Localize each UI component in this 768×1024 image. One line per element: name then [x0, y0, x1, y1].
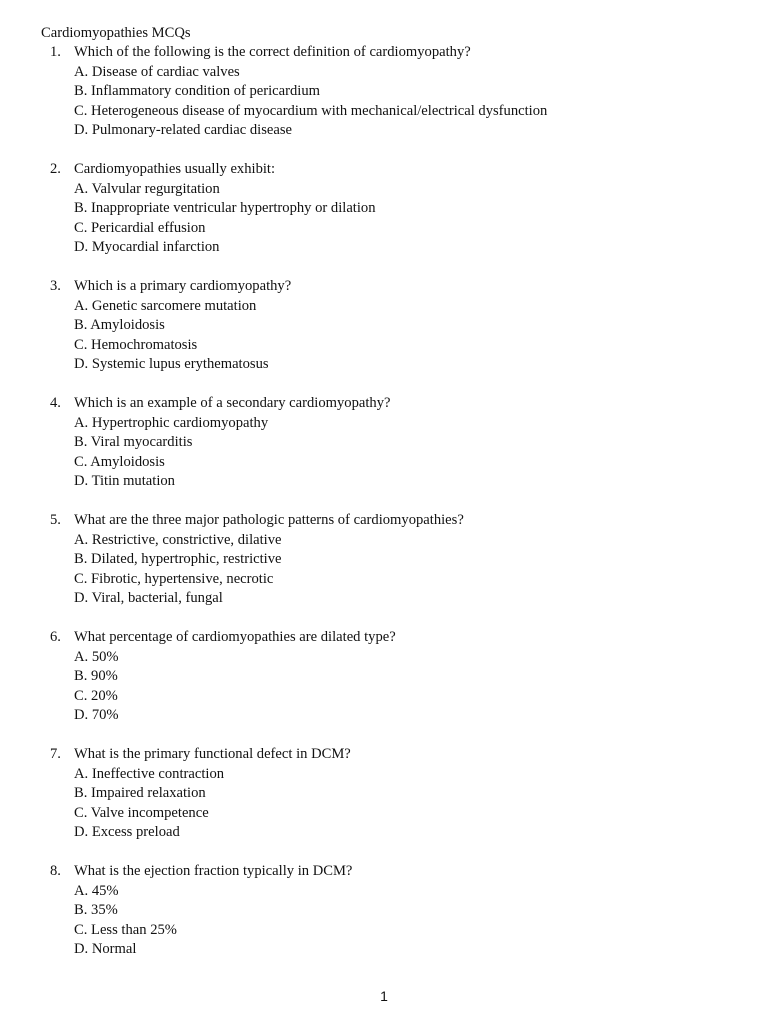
answer-option: C. Fibrotic, hypertensive, necrotic [74, 570, 274, 587]
answer-option: C. Hemochromatosis [74, 336, 198, 353]
answer-options [74, 765, 224, 843]
answer-option: B. Amyloidosis [74, 317, 165, 333]
answer-option: D. Myocardial infarction [74, 239, 220, 255]
answer-option: B. Impaired relaxation [74, 785, 206, 801]
question-item [0, 160, 768, 277]
page-number: 1 [380, 988, 388, 1004]
question-item [0, 628, 768, 745]
question-stem: Cardiomyopathies usually exhibit: [74, 161, 276, 177]
answer-options [74, 63, 547, 141]
answer-option: A. Ineffective contraction [74, 765, 225, 782]
answer-option: A. Hypertrophic cardiomyopathy [74, 414, 269, 431]
answer-options [74, 414, 268, 492]
answer-option: A. Restrictive, constrictive, dilative [74, 531, 282, 548]
question-stem: Which is a primary cardiomyopathy? [74, 278, 292, 294]
answer-option: B. Dilated, hypertrophic, restrictive [74, 551, 282, 567]
answer-option: C. Heterogeneous disease of myocardium with mechanical/electrical dysfunction [74, 102, 548, 119]
answer-option: D. Viral, bacterial, fungal [74, 590, 223, 606]
answer-options [74, 180, 376, 258]
question-stem: Which is an example of a secondary cardiomyopathy? [74, 395, 391, 411]
answer-option: B. Inappropriate ventricular hypertrophy or dilation [74, 200, 376, 216]
question-number: 4. [50, 395, 61, 411]
answer-option: A. 50% [74, 648, 119, 665]
answer-option: B. 35% [74, 902, 118, 918]
answer-option: C. Amyloidosis [74, 453, 165, 470]
answer-option: D. Normal [74, 941, 137, 957]
answer-options [74, 531, 282, 609]
question-stem: What are the three major pathologic patterns of cardiomyopathies? [74, 512, 464, 528]
question-item [0, 394, 768, 511]
answer-option: A. 45% [74, 882, 119, 899]
answer-option: A. Valvular regurgitation [74, 180, 220, 197]
question-item [0, 511, 768, 628]
question-stem: What is the primary functional defect in DCM? [74, 746, 351, 762]
answer-option: B. Viral myocarditis [74, 434, 193, 450]
answer-option: A. Disease of cardiac valves [74, 63, 240, 80]
answer-option: C. Valve incompetence [74, 804, 209, 821]
answer-option: D. 70% [74, 707, 119, 723]
answer-option: B. Inflammatory condition of pericardium [74, 83, 320, 99]
question-number: 2. [50, 161, 61, 177]
answer-options [74, 882, 177, 960]
question-number: 1. [50, 44, 61, 60]
answer-option: D. Excess preload [74, 824, 180, 840]
question-number: 8. [50, 863, 61, 879]
question-number: 3. [50, 278, 61, 294]
question-list [0, 43, 768, 979]
question-item [0, 43, 768, 160]
question-stem: What percentage of cardiomyopathies are dilated type? [74, 629, 396, 645]
question-stem: What is the ejection fraction typically in DCM? [74, 863, 353, 879]
question-number: 7. [50, 746, 61, 762]
answer-option: C. Less than 25% [74, 921, 177, 938]
answer-option: D. Pulmonary-related cardiac disease [74, 122, 293, 138]
answer-option: D. Titin mutation [74, 473, 175, 489]
answer-option: D. Systemic lupus erythematosus [74, 356, 269, 372]
answer-option: B. 90% [74, 668, 118, 684]
answer-option: A. Genetic sarcomere mutation [74, 297, 257, 314]
question-stem: Which of the following is the correct definition of cardiomyopathy? [74, 44, 471, 60]
answer-options [74, 648, 119, 726]
question-item [0, 745, 768, 862]
question-number: 5. [50, 512, 61, 528]
answer-option: C. Pericardial effusion [74, 219, 206, 236]
question-number: 6. [50, 629, 61, 645]
answer-option: C. 20% [74, 687, 118, 704]
document-title: Cardiomyopathies MCQs [41, 25, 191, 41]
question-item [0, 862, 768, 979]
answer-options [74, 297, 269, 375]
question-item [0, 277, 768, 394]
